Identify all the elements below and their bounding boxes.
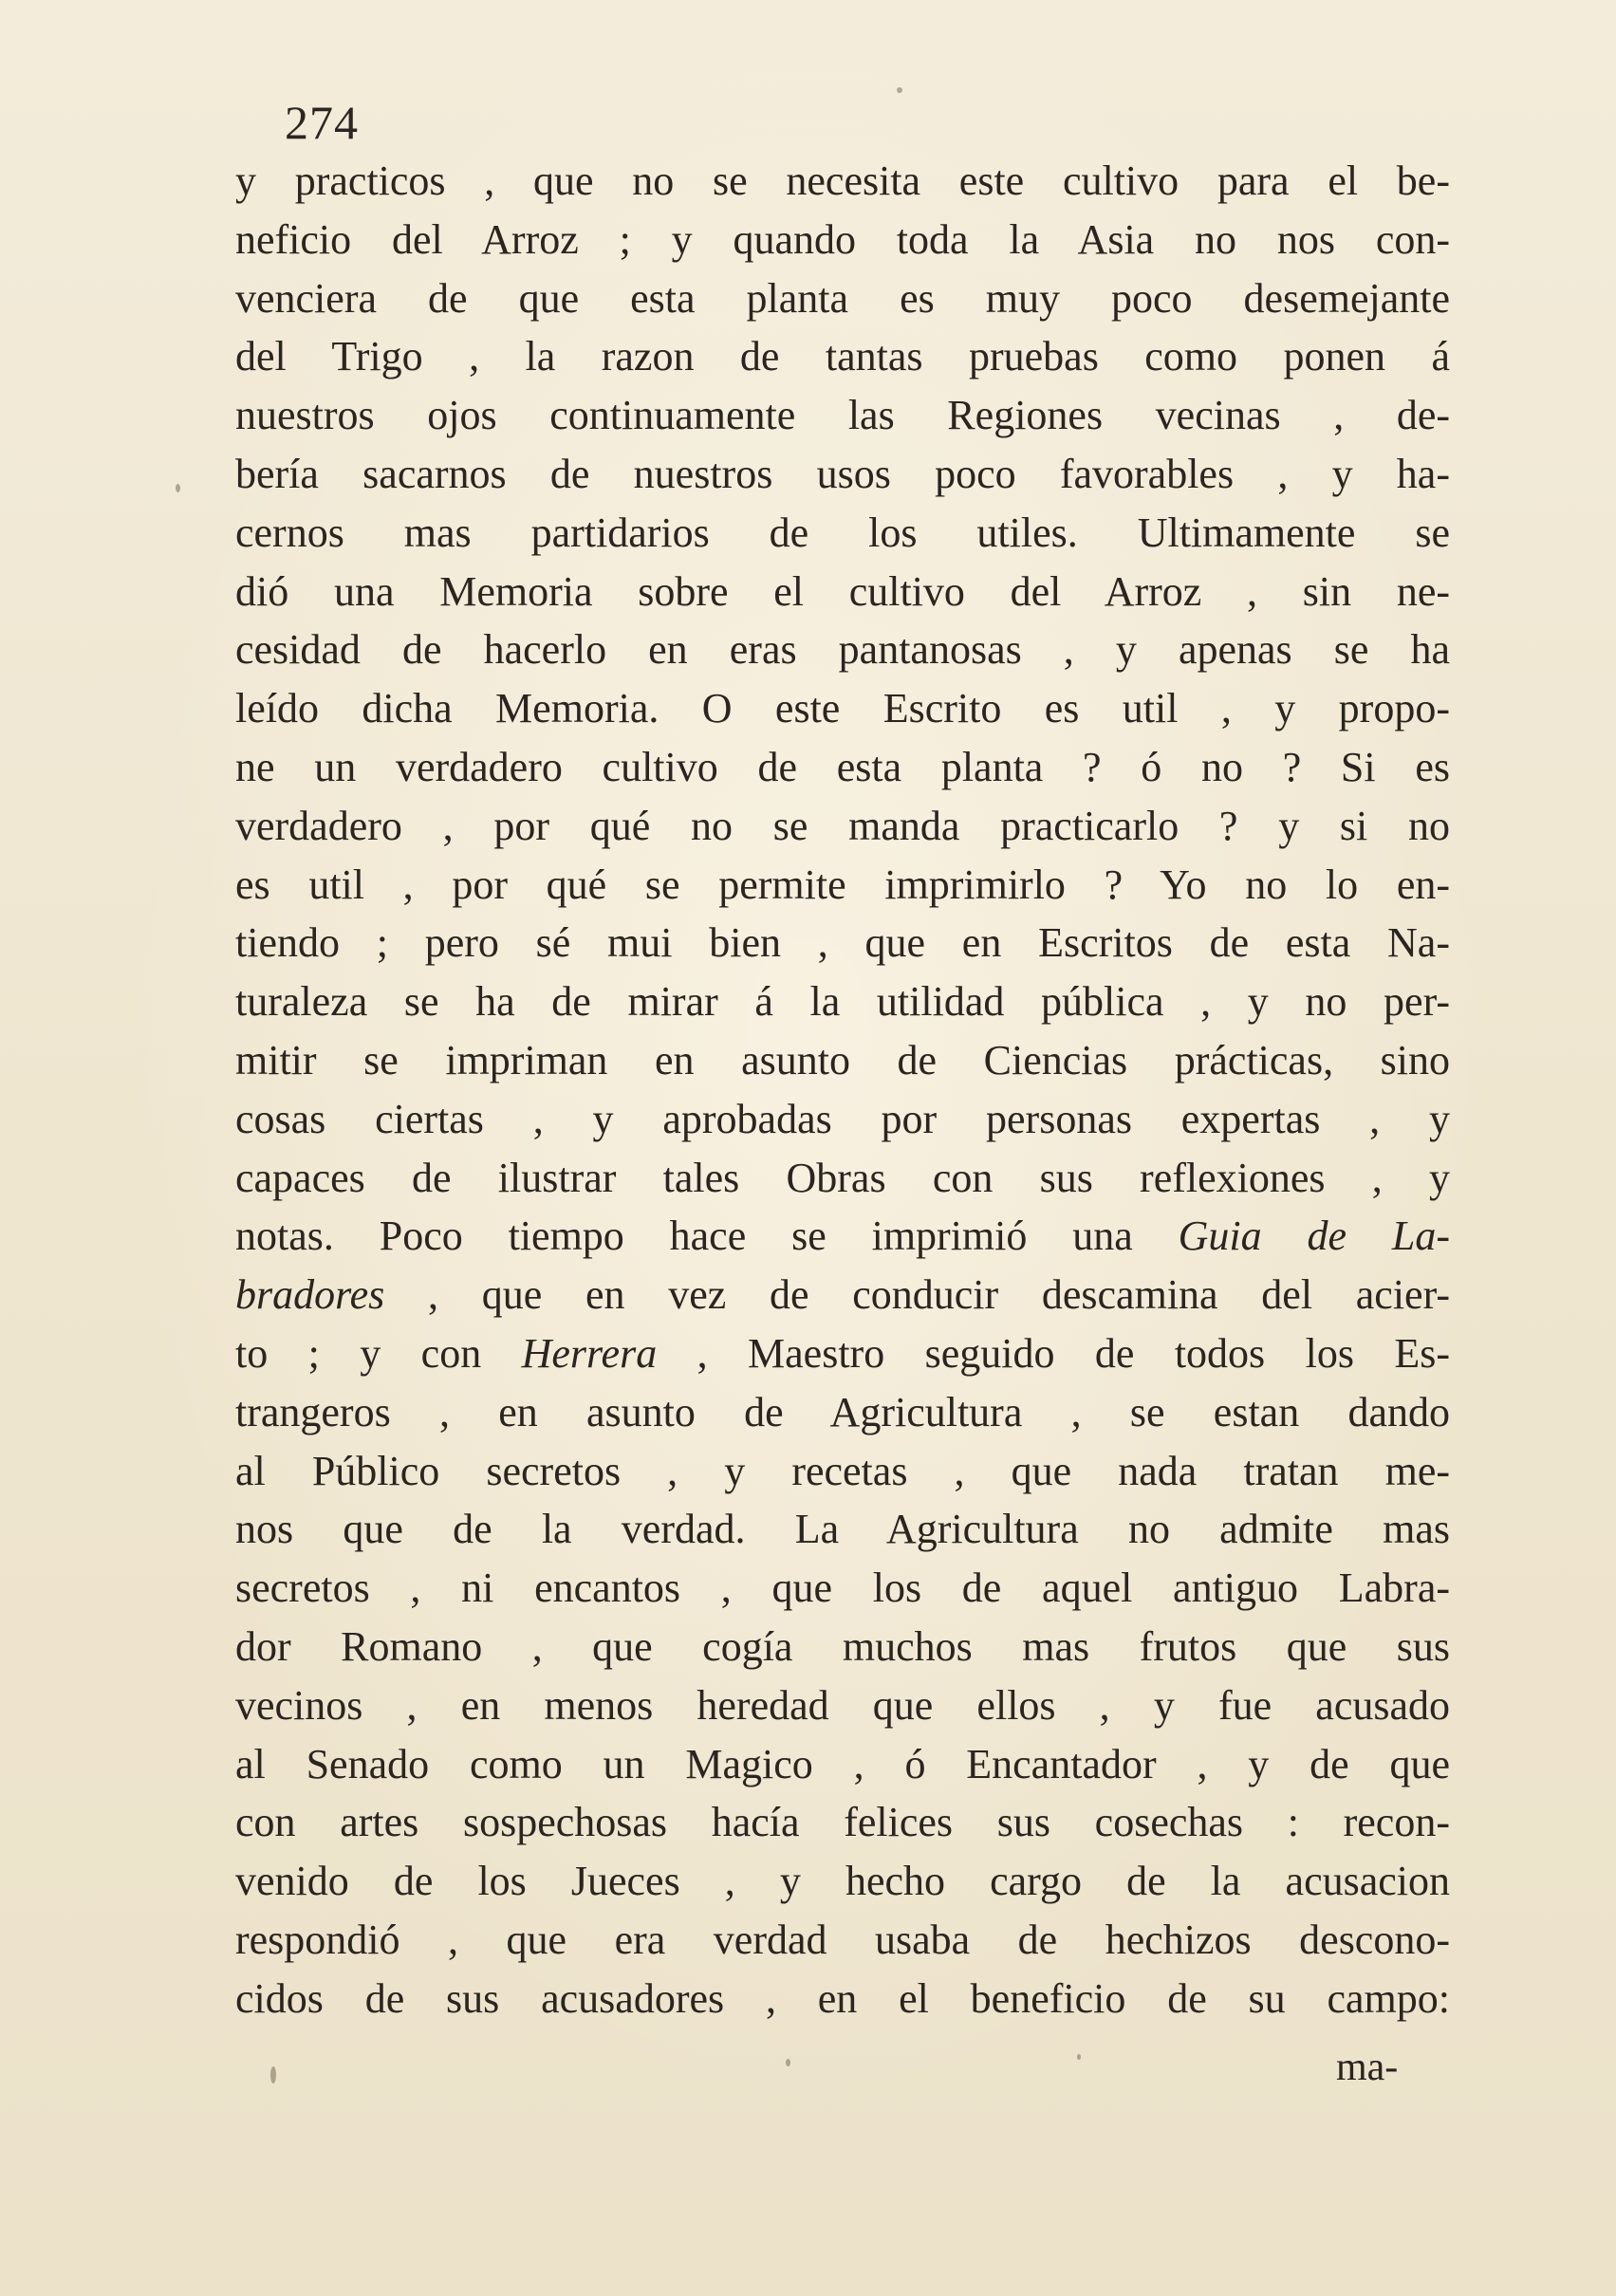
text-segment: nuestros ojos continuamente las Regiones vecinas , de- bbox=[235, 392, 1450, 439]
text-segment: bería sacarnos de nuestros usos poco favorables , y ha- bbox=[235, 450, 1450, 497]
text-line bbox=[235, 1793, 1450, 1852]
italic-text: bradores bbox=[235, 1271, 385, 1319]
text-line bbox=[235, 972, 1450, 1031]
text-line bbox=[235, 269, 1450, 328]
text-line bbox=[235, 1383, 1450, 1442]
text-segment: mitir se impriman en asunto de Ciencias prácticas, sino bbox=[235, 1036, 1450, 1083]
text-line bbox=[235, 504, 1450, 563]
text-line bbox=[235, 563, 1450, 621]
text-line bbox=[235, 1500, 1450, 1559]
italic-text: Guia de La- bbox=[1178, 1213, 1451, 1260]
ink-speck bbox=[176, 484, 180, 492]
ink-speck bbox=[1077, 2054, 1081, 2060]
italic-text: Herrera bbox=[521, 1329, 658, 1377]
text-segment: cidos de sus acusadores , en el beneficio de su campo: bbox=[235, 1974, 1450, 2022]
text-line bbox=[235, 1911, 1450, 1970]
text-segment: es util , por qué se permite imprimirlo ? Yo no lo en- bbox=[235, 861, 1450, 908]
text-line bbox=[235, 1735, 1450, 1794]
text-line bbox=[235, 914, 1450, 972]
text-segment: secretos , ni encantos , que los de aquel antiguo Labra- bbox=[235, 1565, 1450, 1612]
text-line bbox=[235, 1559, 1450, 1618]
text-segment: nos que de la verdad. La Agricultura no admite mas bbox=[235, 1506, 1450, 1553]
text-segment: del Trigo , la razon de tantas pruebas como ponen á bbox=[235, 333, 1450, 380]
text-line bbox=[235, 1324, 1450, 1383]
text-segment: al Público secretos , y recetas , que nada tratan me- bbox=[235, 1447, 1450, 1494]
body-text bbox=[235, 152, 1450, 2028]
text-line bbox=[235, 797, 1450, 856]
text-line bbox=[235, 1442, 1450, 1501]
text-line bbox=[235, 738, 1450, 797]
text-segment: respondió , que era verdad usaba de hechizos descono- bbox=[235, 1916, 1450, 1963]
text-segment: cosas ciertas , y aprobadas por personas expertas , y bbox=[235, 1095, 1450, 1142]
text-segment: al Senado como un Magico , ó Encantador , y de que bbox=[235, 1740, 1450, 1787]
text-segment: neficio del Arroz ; y quando toda la Asia no nos con- bbox=[235, 215, 1450, 263]
ink-speck bbox=[270, 2066, 276, 2083]
text-segment: venido de los Jueces , y hecho cargo de la acusacion bbox=[235, 1858, 1450, 1905]
text-line bbox=[235, 1031, 1450, 1090]
text-line bbox=[235, 1149, 1450, 1208]
text-segment: notas. Poco tiempo hace se imprimió una bbox=[235, 1213, 1179, 1260]
text-line bbox=[235, 1676, 1450, 1735]
text-segment: to ; y con bbox=[235, 1329, 522, 1377]
text-segment: ne un verdadero cultivo de esta planta ? ó no ? Si es bbox=[235, 743, 1450, 790]
text-segment: capaces de ilustrar tales Obras con sus reflexiones , y bbox=[235, 1154, 1450, 1201]
text-line bbox=[235, 1970, 1450, 2028]
text-segment: dor Romano , que cogía muchos mas frutos que sus bbox=[235, 1622, 1450, 1670]
text-line bbox=[235, 327, 1450, 386]
text-segment: leído dicha Memoria. O este Escrito es util , y propo- bbox=[235, 685, 1450, 732]
text-line bbox=[235, 211, 1450, 269]
text-segment: cesidad de hacerlo en eras pantanosas , y apenas se ha bbox=[235, 626, 1450, 674]
text-line bbox=[235, 1618, 1450, 1676]
text-line bbox=[235, 856, 1450, 915]
text-line bbox=[235, 1852, 1450, 1911]
text-segment: , que en vez de conducir descamina del acier- bbox=[384, 1271, 1450, 1319]
ink-speck bbox=[786, 2059, 790, 2066]
text-line bbox=[235, 152, 1450, 211]
ink-speck bbox=[897, 87, 902, 93]
text-line bbox=[235, 1207, 1450, 1266]
text-segment: turaleza se ha de mirar á la utilidad pública , y no per- bbox=[235, 978, 1450, 1026]
text-line bbox=[235, 1090, 1450, 1149]
text-segment: trangeros , en asunto de Agricultura , se estan dando bbox=[235, 1388, 1450, 1435]
page-number: 274 bbox=[285, 96, 359, 149]
text-segment: venciera de que esta planta es muy poco desemejante bbox=[235, 274, 1450, 322]
text-line bbox=[235, 386, 1450, 445]
text-line bbox=[235, 620, 1450, 679]
text-segment: verdadero , por qué no se manda practicarlo ? y si no bbox=[235, 802, 1450, 849]
text-line bbox=[235, 445, 1450, 504]
text-segment: con artes sospechosas hacía felices sus cosechas : recon- bbox=[235, 1799, 1450, 1846]
text-segment: vecinos , en menos heredad que ellos , y fue acusado bbox=[235, 1681, 1450, 1729]
text-segment: dió una Memoria sobre el cultivo del Arroz , sin ne- bbox=[235, 567, 1450, 615]
catchword: ma- bbox=[1336, 2046, 1399, 2089]
text-line bbox=[235, 679, 1450, 738]
text-segment: cernos mas partidarios de los utiles. Ultimamente se bbox=[235, 509, 1450, 556]
text-segment: tiendo ; pero sé mui bien , que en Escritos de esta Na- bbox=[235, 919, 1450, 967]
text-line bbox=[235, 1266, 1450, 1324]
text-segment: , Maestro seguido de todos los Es- bbox=[657, 1329, 1451, 1377]
text-segment: y practicos , que no se necesita este cultivo para el be- bbox=[235, 157, 1450, 204]
